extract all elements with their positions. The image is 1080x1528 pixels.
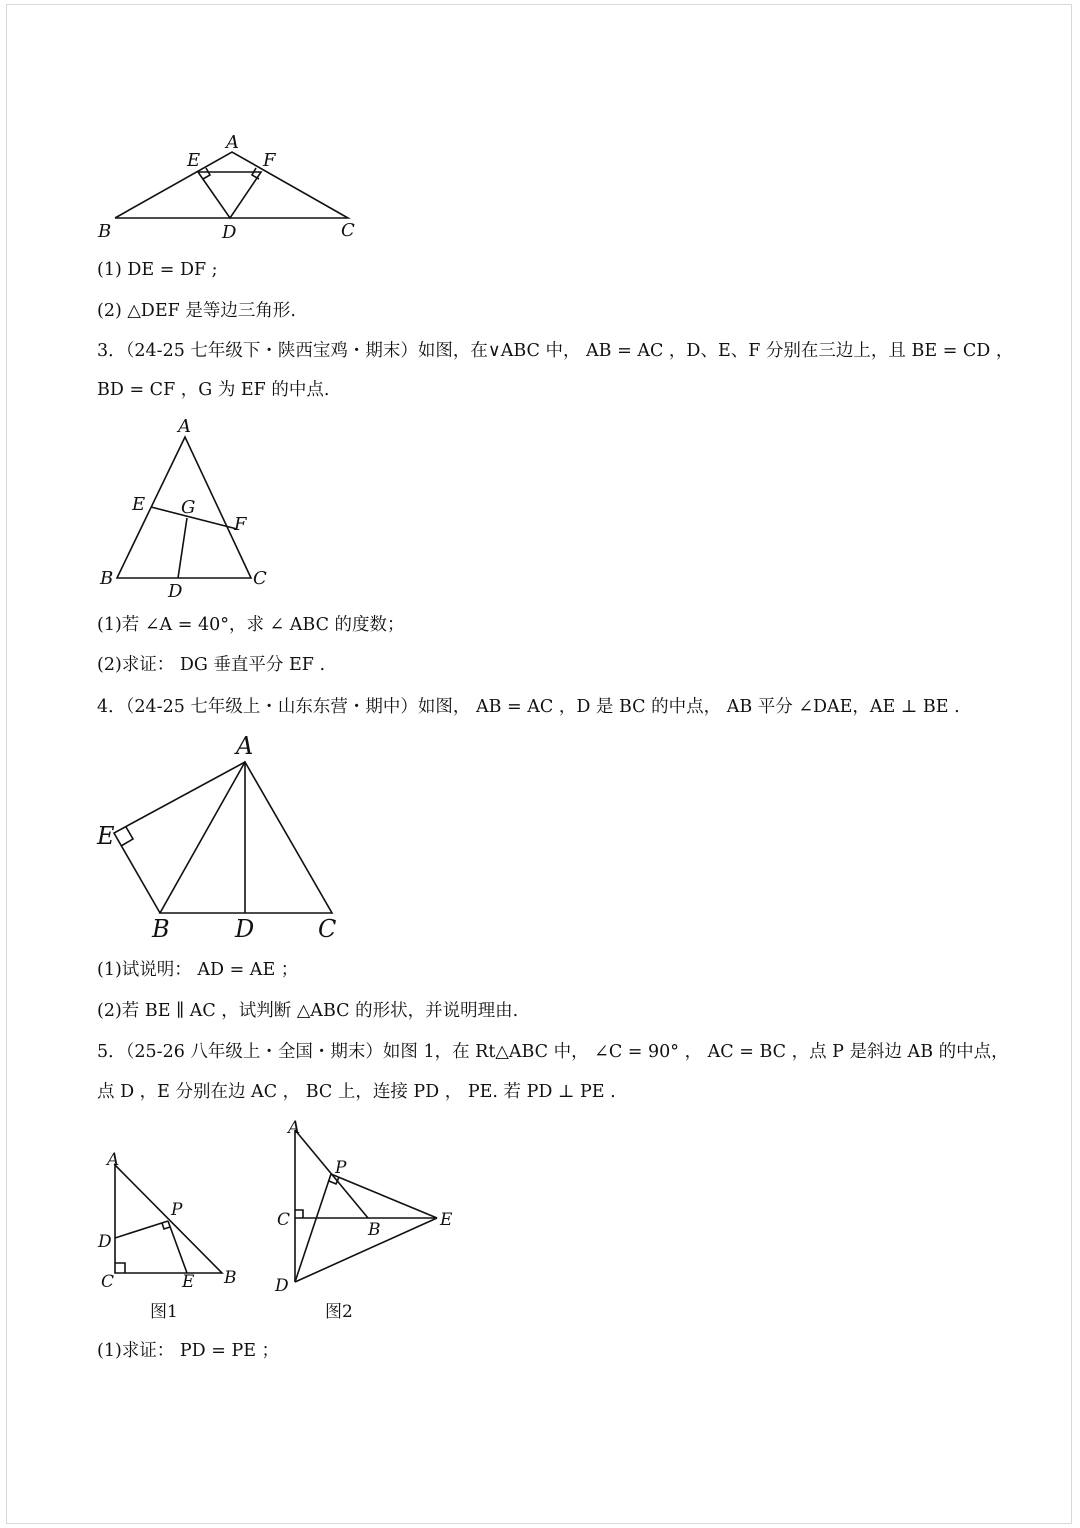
- q4-label-d: D: [235, 915, 255, 943]
- q5-fig1-label-b: B: [224, 1268, 237, 1288]
- q3-label-a: A: [178, 416, 191, 437]
- q3-segment-gd: [178, 518, 187, 578]
- q5-figure-2: [265, 1115, 465, 1325]
- q2-label-f: F: [263, 150, 276, 171]
- q2-part-1: (1) DE = DF ;: [97, 260, 218, 280]
- q4-stem-line-1: 4．（24-25 七年级上・山东东营・期中）如图， AB = AC ，D 是 BC 的中点， AB 平分 ∠DAE，AE ⊥ BE .: [97, 697, 960, 717]
- q5-figure-1: [95, 1145, 255, 1325]
- q5-stem-line-1: 5．（25-26 八年级上・全国・期末）如图 1，在 Rt△ABC 中， ∠C = 90° ， AC = BC ，点 P 是斜边 AB 的中点，: [97, 1042, 1009, 1062]
- q5-fig1-label-a: A: [107, 1150, 120, 1170]
- q5-fig2-label-p: P: [335, 1158, 347, 1178]
- q5-fig1-right-angle-c: [115, 1263, 125, 1273]
- q2-label-d: D: [222, 222, 237, 243]
- q5-fig2-label-d: D: [275, 1276, 289, 1296]
- q5-fig1-label-p: P: [171, 1200, 183, 1220]
- q4-right-angle-e: [121, 827, 133, 846]
- q4-triangle-abc: [160, 762, 332, 913]
- q4-part-2: (2)若 BE ∥ AC ，试判断 △ABC 的形状，并说明理由.: [97, 1001, 519, 1021]
- q3-stem-line-2: BD = CF ，G 为 EF 的中点.: [97, 380, 330, 400]
- q5-fig2-label-a: A: [288, 1118, 301, 1138]
- q3-stem-line-1: 3．（24-25 七年级下・陕西宝鸡・期末）如图，在∨ABC 中， AB = AC ，D、E、F 分别在三边上，且 BE = CD ，: [97, 341, 1014, 361]
- q5-fig2-label-e: E: [440, 1210, 453, 1230]
- q2-triangle-def: [198, 172, 261, 218]
- q2-label-a: A: [226, 132, 239, 153]
- q5-part-1: (1)求证： PD = PE ；: [97, 1341, 280, 1361]
- q5-fig1-label-d: D: [98, 1232, 112, 1252]
- q4-part-1: (1)试说明： AD = AE ；: [97, 960, 299, 980]
- q5-fig2-segment-dp: [295, 1174, 331, 1282]
- q3-label-e: E: [132, 494, 146, 515]
- q5-stem-line-2: 点 D ，E 分别在边 AC ， BC 上，连接 PD ， PE. 若 PD ⊥ PE .: [97, 1082, 616, 1102]
- q3-figure: [95, 412, 285, 602]
- q4-label-a: A: [236, 732, 254, 760]
- q2-figure: [90, 128, 370, 243]
- q5-fig1-segment-dp: [115, 1221, 168, 1238]
- q3-part-1: (1)若 ∠A = 40°，求 ∠ ABC 的度数；: [97, 615, 405, 635]
- q4-figure: [90, 730, 360, 945]
- q4-label-c: C: [318, 915, 337, 943]
- q5-fig2-label-c: C: [277, 1210, 291, 1230]
- q3-label-g: G: [181, 497, 196, 518]
- q2-part-2: (2) △DEF 是等边三角形.: [97, 301, 296, 321]
- q3-label-b: B: [100, 568, 114, 589]
- q5-fig2-segment-de: [295, 1218, 437, 1282]
- q4-label-b: B: [152, 915, 170, 943]
- q5-fig2-segment-pe: [331, 1174, 437, 1218]
- q2-label-e: E: [187, 150, 201, 171]
- q3-label-c: C: [253, 568, 267, 589]
- q5-fig1-label-e: E: [182, 1272, 195, 1292]
- q5-fig1-label-c: C: [101, 1272, 115, 1292]
- q3-part-2: (2)求证： DG 垂直平分 EF .: [97, 655, 326, 675]
- q5-fig1-caption: 图1: [150, 1302, 178, 1322]
- q2-label-c: C: [341, 220, 355, 241]
- q2-right-angle-e: [203, 168, 210, 179]
- q5-fig2-label-b: B: [368, 1220, 381, 1240]
- q5-fig2-right-angle-c: [295, 1210, 303, 1218]
- q4-label-e: E: [97, 822, 115, 850]
- q3-label-d: D: [168, 581, 183, 602]
- q2-label-b: B: [98, 221, 112, 242]
- q3-label-f: F: [234, 514, 247, 535]
- q4-segments-ae-eb: [114, 762, 245, 913]
- q2-triangle-abc: [115, 152, 348, 218]
- q5-fig1-triangle-acb: [115, 1165, 222, 1273]
- q5-fig2-caption: 图2: [325, 1302, 353, 1322]
